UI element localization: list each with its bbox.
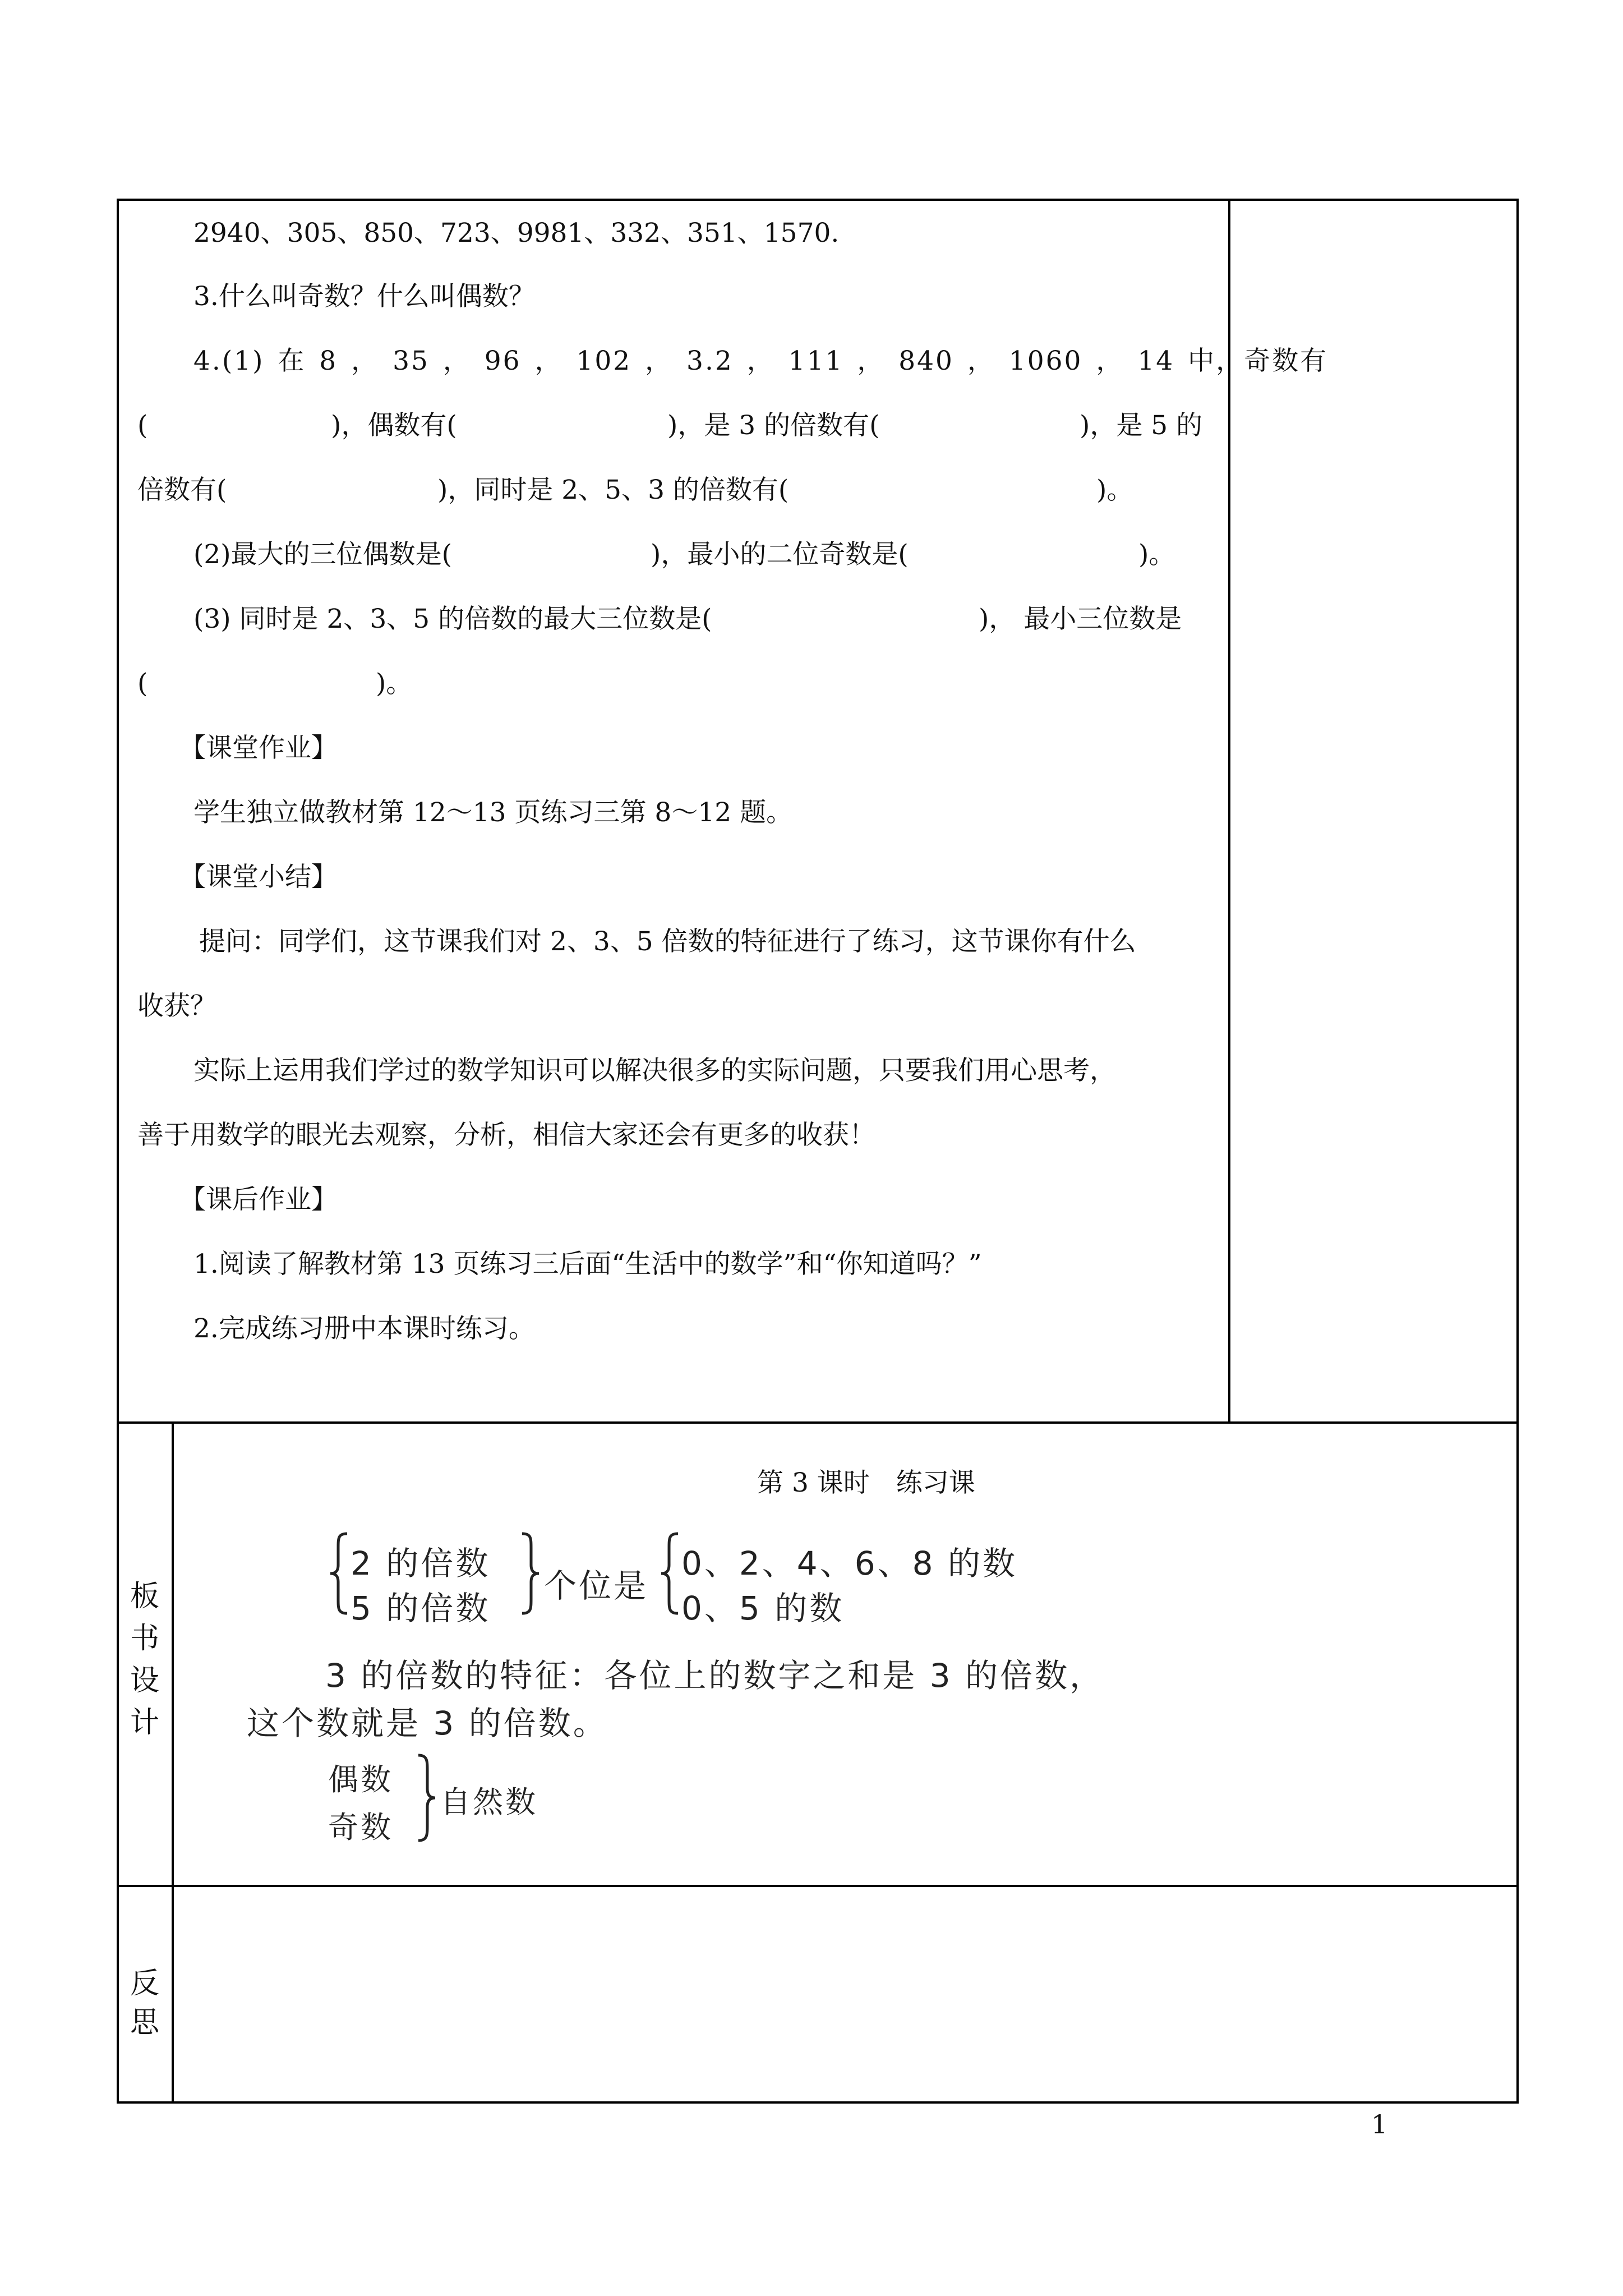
- rule-3-line-2: 这个数就是 3 的倍数。: [247, 1704, 608, 1742]
- content-column-divider: [1228, 199, 1230, 1424]
- left-brace-icon: [659, 1531, 681, 1616]
- multiple-of-2: 2 的倍数: [351, 1544, 491, 1582]
- blank-open: (: [137, 410, 148, 441]
- summary-line-1: 提问：同学们，这节课我们对 2、3、5 倍数的特征进行了练习，这节课你有什么: [199, 926, 1136, 957]
- summary-line-3: 实际上运用我们学过的数学知识可以解决很多的实际问题，只要我们用心思考，: [193, 1055, 1116, 1086]
- digits-for-2: 0、2、4、6、8 的数: [681, 1544, 1017, 1582]
- question-4-3-c-open: (: [137, 668, 148, 699]
- table-right-border: [1516, 199, 1519, 2104]
- classwork-text: 学生独立做教材第 12～13 页练习三第 8～12 题。: [193, 797, 793, 828]
- question-3: 3.什么叫奇数？什么叫偶数？: [193, 281, 535, 312]
- question-4-3-c-close: )。: [376, 668, 413, 699]
- summary-line-4: 善于用数学的眼光去观察，分析，相信大家还会有更多的收获！: [137, 1120, 875, 1151]
- question-4-1-even: )，偶数有(: [331, 410, 457, 441]
- even-label: 偶数: [328, 1762, 393, 1797]
- units-digit-label: 个位是: [544, 1567, 649, 1605]
- reflection-label-char: 反: [130, 1967, 159, 2000]
- board-label-char: 设: [130, 1664, 159, 1697]
- question-4-1-line1: 4.(1) 在 8 ， 35 ， 96 ， 102 ， 3.2 ， 111 ， 840 ， 1060 ， 14 中，奇数有: [193, 346, 1329, 376]
- board-label-char: 板: [130, 1580, 159, 1613]
- question-4-1-mult5: )，是 5 的: [1080, 410, 1203, 441]
- homework-2: 2.完成练习册中本课时练习。: [193, 1313, 535, 1344]
- right-brace-icon: [415, 1753, 437, 1843]
- question-4-1-mult3: )，是 3 的倍数有(: [667, 410, 880, 441]
- question-4-2-c: )。: [1138, 539, 1175, 570]
- label-column-divider: [172, 1421, 174, 2104]
- question-4-1-common: )，同时是 2、5、3 的倍数有(: [437, 475, 789, 505]
- question-4-3-a: (3) 同时是 2、3、5 的倍数的最大三位数是(: [193, 604, 712, 634]
- question-4-2-a: (2)最大的三位偶数是(: [193, 539, 452, 570]
- board-label-char: 书: [130, 1622, 159, 1655]
- board-label-char: 计: [130, 1706, 159, 1740]
- table-top-border: [117, 199, 1519, 201]
- board-title: 第 3 课时 练习课: [757, 1467, 975, 1498]
- number-list: 2940、305、850、723、9981、332、351、1570.: [193, 218, 840, 249]
- multiple-of-5: 5 的倍数: [351, 1589, 491, 1627]
- summary-line-2: 收获？: [137, 991, 216, 1022]
- question-4-2-b: )，最小的二位奇数是(: [651, 539, 909, 570]
- odd-label: 奇数: [328, 1810, 393, 1845]
- natural-number-label: 自然数: [440, 1784, 538, 1820]
- heading-homework: 【课后作业】: [179, 1184, 338, 1215]
- heading-summary: 【课堂小结】: [179, 862, 338, 892]
- table-left-border: [117, 199, 119, 2104]
- question-4-1-end: )。: [1096, 475, 1133, 505]
- board-row-top-border: [117, 1421, 1519, 1424]
- homework-1: 1.阅读了解教材第 13 页练习三后面“生活中的数学”和“你知道吗？”: [193, 1249, 982, 1280]
- lesson-table: [117, 199, 1519, 2104]
- question-4-3-b: )， 最小三位数是: [979, 604, 1182, 634]
- page-number: 1: [1371, 2109, 1388, 2139]
- question-4-1-line3-start: 倍数有(: [137, 475, 227, 505]
- reflection-row-top-border: [117, 1885, 1519, 1887]
- reflection-label-char: 思: [130, 2006, 159, 2040]
- rule-3-line-1: 3 的倍数的特征：各位上的数字之和是 3 的倍数，: [325, 1657, 1105, 1695]
- table-bottom-border: [117, 2101, 1519, 2104]
- right-brace-icon: [519, 1531, 541, 1616]
- digits-for-5: 0、5 的数: [681, 1589, 845, 1627]
- left-brace-icon: [328, 1531, 351, 1616]
- heading-classwork: 【课堂作业】: [179, 733, 338, 763]
